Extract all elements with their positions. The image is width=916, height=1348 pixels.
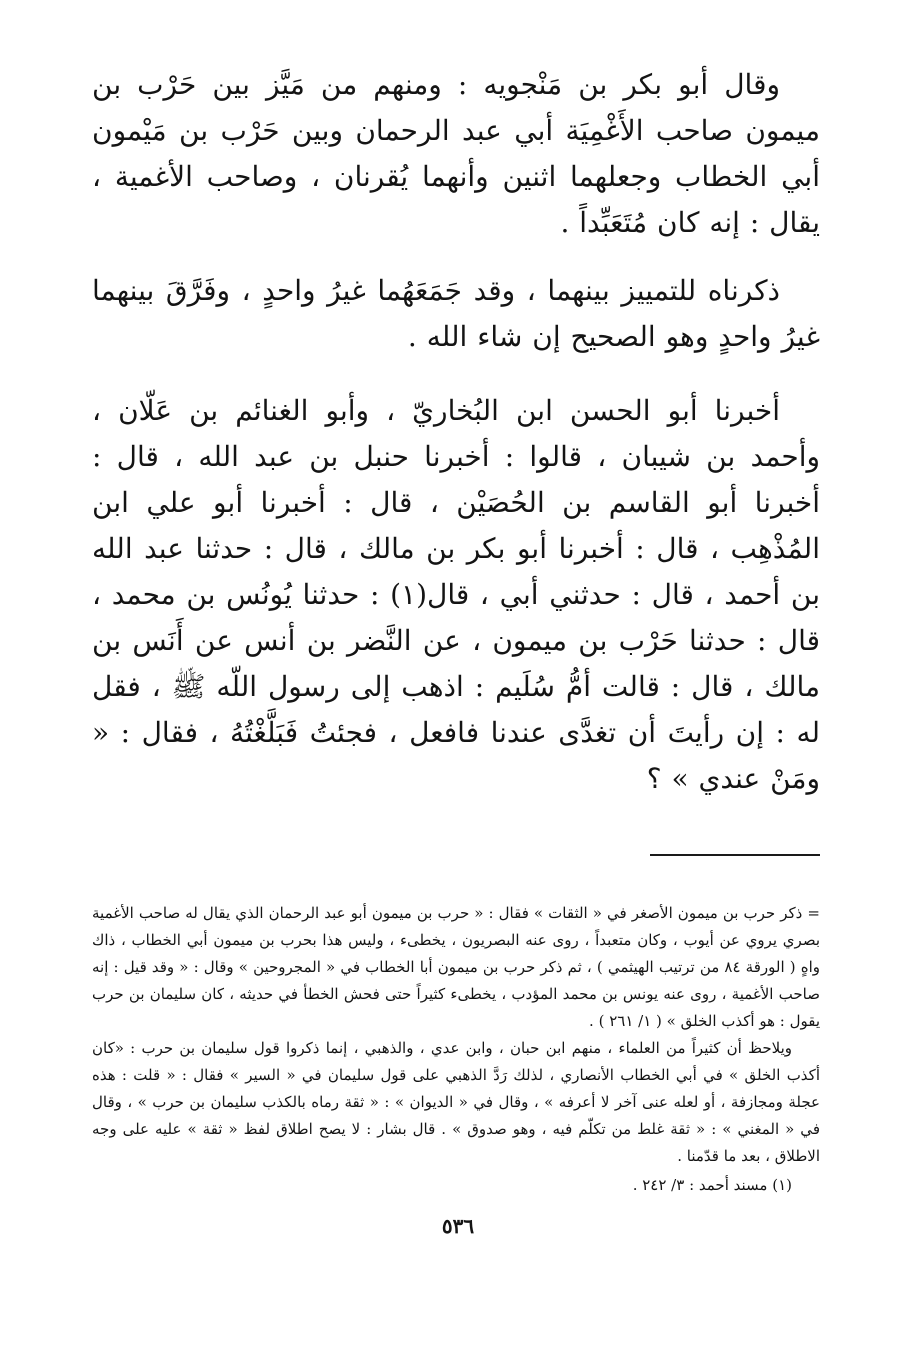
footnote-reference-1: (١) مسند أحمد : ٣/ ٢٤٢ . [632, 1176, 792, 1194]
page-number: ٥٣٦ [441, 1214, 475, 1238]
footnote-separator [650, 854, 820, 856]
footnote-continuation: = ذكر حرب بن ميمون الأصغر في « الثقات » فقال : « حرب بن ميمون أبو عبد الرحمان الذي يقال له صاحب الأغمية بصري يروي عن أيوب ، وكان متعبداً ، روى عنه البصريون ، يخطىء ، وليس هذا بحرب بن ميمون أبي الخطاب ، ذاك واهٍ ( الورقة ٨٤ من ترتيب الهيثمي ) ، ثم ذكر حرب بن ميمون أبا الخطاب في « المجروحين » وقال : « وقد قيل : إنه صاحب الأغمية ، روى عنه يونس بن محمد المؤدب ، يخطىء كثيراً حتى فحش الخطأ في حديثه ، كان سليمان بن حرب يقول : هو أكذب الخلق » ( ١/ ٢٦١ ) . [92, 904, 820, 1030]
main-paragraph-3: أخبرنا أبو الحسن ابن البُخاريّ ، وأبو الغنائم بن عَلّان ، وأحمد بن شيبان ، قالوا : أخبرنا حنبل بن عبد الله ، قال : أخبرنا أبو القاسم بن الحُصَيْن ، قال : أخبرنا أبو علي ابن المُذْهِب ، قال : أخبرنا أبو بكر بن مالك ، قال : حدثنا عبد الله بن أحمد ، قال : حدثني أبي ، قال(١) : حدثنا يُونُس بن محمد ، قال : حدثنا حَرْب بن ميمون ، عن النَّضر بن أنس عن أَنَس بن مالك ، قال : قالت أمُّ سُلَيم : اذهب إلى رسول اللّه ﷺ ، فقل له : إن رأيتَ أن تغدَّى عندنا فافعل ، فجئتُ فَبَلَّغْتُهُ ، فقال : « ومَنْ عندي » ؟ [92, 394, 820, 795]
footnote-note: ويلاحظ أن كثيراً من العلماء ، منهم ابن حبان ، وابن عدي ، والذهبي ، إنما ذكروا قول سليمان بن حرب : «كان أكذب الخلق » في أبي الخطاب الأنصاري ، لذلك رَدَّ الذهبي على قول سليمان في « السير » فقال : « قلت : هذه عجلة ومجازفة ، أو لعله عنى آخر لا أعرفه » ، وقال في « الديوان » : « ثقة رماه بالكذب سليمان بن حرب » ، وقال في « المغني » : « ثقة غلط من تكلّم فيه ، وهو صدوق » . قال بشار : لا يصح اطلاق لفظ « ثقة » عليه على وجه الاطلاق ، بعد ما قدّمنا . [92, 1039, 820, 1165]
main-paragraph-2: ذكرناه للتمييز بينهما ، وقد جَمَعَهُما غيرُ واحدٍ ، وفَرَّقَ بينهما غيرُ واحدٍ وهو الصحيح إن شاء الله . [92, 274, 820, 353]
footnote-separator-area [92, 830, 820, 900]
main-text [92, 62, 820, 802]
footnotes [92, 900, 820, 1199]
main-paragraph-1: وقال أبو بكر بن مَنْجويه : ومنهم من مَيَّز بين حَرْب بن ميمون صاحب الأَغْمِيَة أبي عبد الرحمان وبين حَرْب بن مَيْمون أبي الخطاب وجعلهما اثنين وأنهما يُقرنان ، وصاحب الأغمية ، يقال : إنه كان مُتَعَبِّداً . [92, 68, 820, 239]
